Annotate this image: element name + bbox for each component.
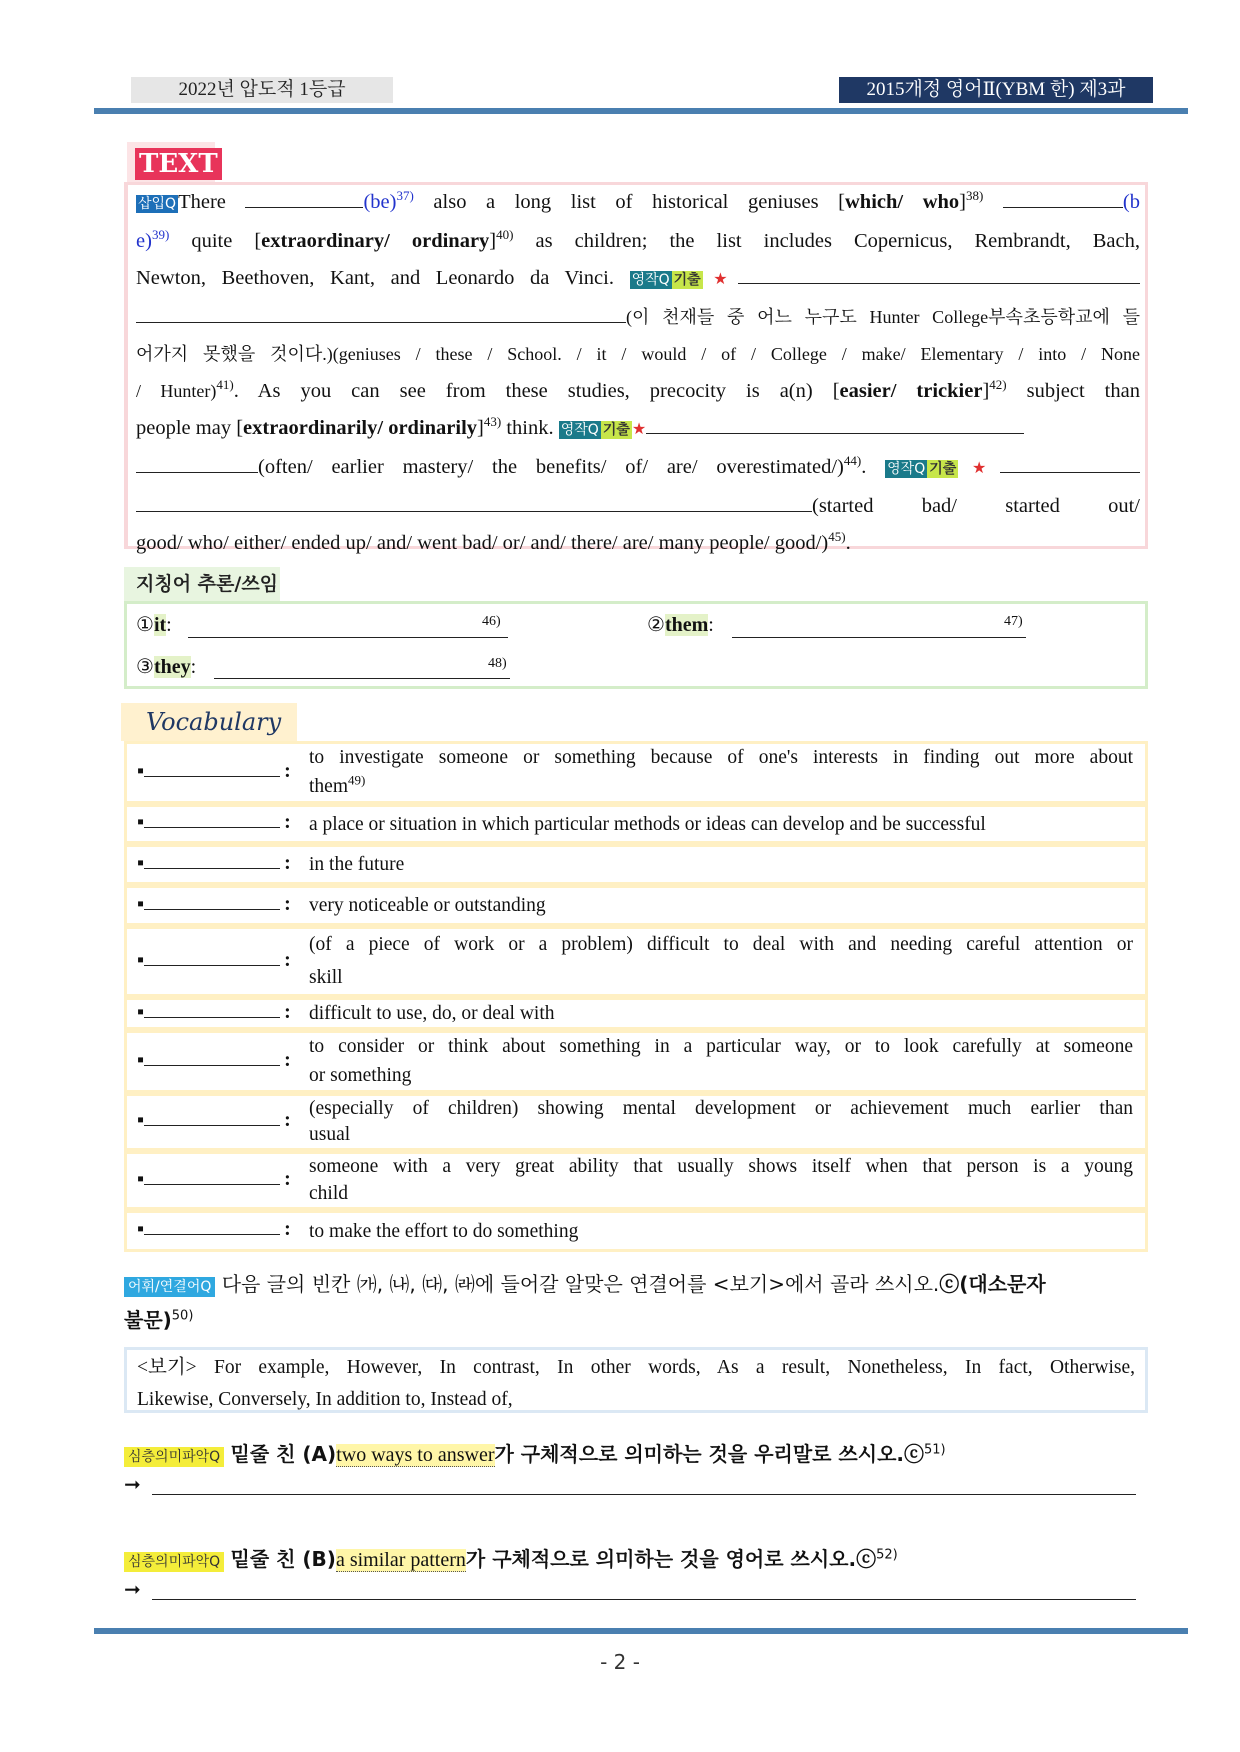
answer-line-51[interactable] [152, 1494, 1136, 1495]
vocab-row [124, 844, 1148, 885]
header-left-title: 2022년 압도적 1등급 [131, 77, 393, 103]
vocab-row [124, 741, 1148, 804]
passage-line-3: Newton, Beethoven, Kant, and Leonardo da Vinci. 영작Q 기출 ★ [136, 260, 1140, 299]
reference-item-they: ③they: [136, 656, 197, 678]
blank-41b[interactable] [136, 304, 626, 323]
vocab-row [124, 804, 1148, 844]
vocab-definition: difficult to use, do, or deal with [309, 1003, 555, 1024]
blank-41a[interactable] [738, 265, 1140, 284]
header-right-title: 2015개정 영어Ⅱ(YBM 한) 제3과 [839, 77, 1153, 103]
bogi-box [124, 1347, 1148, 1413]
blank-44b[interactable] [136, 454, 258, 473]
vocab-definition: (of a piece of work or a problem) difficult to deal with and needing careful attention or skill [309, 934, 1133, 988]
vocab-row [124, 1210, 1148, 1252]
blank-45b[interactable] [136, 493, 812, 512]
vocab-definition: to consider or think about something in a particular way, or to look carefully at someone or something [309, 1036, 1133, 1086]
vocabulary-title: Vocabulary [121, 703, 297, 741]
connector-q-tag: 어휘/연결어Q [124, 1277, 215, 1297]
vocab-term-blank[interactable]: ▪ : [137, 759, 291, 782]
passage-line-4: (이 천재들 중 어느 누구도 Hunter College부속초등학교에 들 [136, 299, 1140, 336]
vocab-definition: very noticeable or outstanding [309, 895, 546, 916]
footer-rule [94, 1628, 1188, 1634]
vocab-term-blank[interactable]: ▪ : [137, 1218, 291, 1240]
question-51: 심층의미파악Q 밑줄 친 (A)two ways to answer가 구체적으로 의미하는 것을 우리말로 쓰시오.ⓒ$^{51)}$ [124, 1438, 1154, 1467]
blank-39[interactable] [1003, 189, 1123, 208]
reference-box [124, 601, 1148, 689]
vocab-definition: a place or situation in which particular methods or ideas can develop and be successful [309, 813, 986, 835]
vocab-term-blank[interactable]: ▪ : [137, 811, 291, 833]
text-badge: TEXT [127, 142, 215, 184]
page-number: - 2 - [600, 1650, 640, 1674]
vocab-definition: in the future [309, 854, 405, 875]
question-50: 어휘/연결어Q 다음 글의 빈칸 ㈎, ㈏, ㈐, ㈑에 들어갈 알맞은 연결어를 <보기>에서 골라 쓰시오.ⓒ(대소문자 불문)$^{50)}$ [124, 1272, 1046, 1332]
deep-meaning-q-tag: 심층의미파악Q [124, 1447, 224, 1467]
bogi-line-2: Likewise, Conversely, In addition to, Instead of, [137, 1389, 513, 1410]
vocab-row [124, 926, 1148, 997]
vocab-row [124, 1093, 1148, 1151]
vocab-row [124, 885, 1148, 926]
reference-num-48: 48) [488, 656, 507, 671]
vocab-definition: to make the effort to do something [309, 1220, 579, 1242]
blank-37[interactable] [245, 189, 363, 208]
vocab-row [124, 1151, 1148, 1210]
reference-blank-them[interactable] [732, 636, 1026, 638]
arrow-icon: ➞ [124, 1474, 141, 1496]
question-52: 심층의미파악Q 밑줄 친 (B)a similar pattern가 구체적으로 의미하는 것을 영어로 쓰시오.ⓒ$^{52)}$ [124, 1543, 1154, 1572]
vocab-term-blank[interactable]: ▪ : [137, 851, 291, 874]
reference-num-47: 47) [1004, 614, 1023, 629]
passage-line-7: people may [extraordinarily/ ordinarily]$^{43)}$ think. 영작Q 기출 ★ [136, 410, 1140, 449]
vocab-term-blank[interactable]: ▪ : [137, 1048, 291, 1071]
vocab-term-blank[interactable]: ▪ : [137, 948, 291, 971]
passage-line-5: 어가지 못했을 것이다.)(geniuses / these / School. / it / would / of / College / make/ Elementary / into / None [136, 344, 1140, 364]
vocab-term-blank[interactable]: ▪ : [137, 1000, 291, 1023]
header-rule [94, 108, 1188, 114]
insert-q-tag: 삽입Q [138, 196, 177, 212]
arrow-icon: ➞ [124, 1579, 141, 1601]
reference-blank-they[interactable] [214, 677, 510, 679]
vocab-term-blank[interactable]: ▪ : [137, 892, 291, 915]
answer-line-52[interactable] [152, 1599, 1136, 1600]
reference-title: 지칭어 추론/쓰임 [124, 567, 280, 601]
passage-line-8: (often/ earlier mastery/ the benefits/ of/ are/ overestimated/)$^{44)}$. 영작Q 기출 ★ [136, 449, 1140, 488]
reference-blank-it[interactable] [188, 636, 508, 638]
blank-45a[interactable] [1000, 454, 1140, 473]
blank-44a[interactable] [646, 415, 1024, 434]
passage-line-2: e)$^{39)}$ quite [extraordinary/ ordinary]$^{40)}$ as children; the list includes Copernicus, Rembrandt, Bach, [136, 227, 1140, 252]
vocab-definition: someone with a very great ability that usually shows itself when that person is a young child [309, 1156, 1133, 1204]
deep-meaning-q-tag: 심층의미파악Q [124, 1552, 224, 1572]
passage-line-6: / Hunter)$^{41)}$. As you can see from these studies, precocity is a(n) [easier/ trickier]$^{42)}$ subject than [136, 377, 1140, 402]
vocab-definition: (especially of children) showing mental development or achievement much earlier than usual [309, 1098, 1133, 1145]
passage-line-1: 삽입QThere (be)$^{37)}$ also a long list of historical geniuses [which/ who]$^{38)}$ (b [138, 188, 1140, 213]
passage [136, 184, 1140, 562]
vocab-term-blank[interactable]: ▪ : [137, 1167, 291, 1190]
vocab-term-blank[interactable]: ▪ : [137, 1109, 291, 1131]
bogi-line-1: <보기> For example, However, In contrast, In other words, As a result, Nonetheless, In fact, Otherwise, [137, 1357, 1135, 1378]
vocab-row [124, 1030, 1148, 1093]
vocab-row [124, 997, 1148, 1030]
reference-item-it: ①it: [136, 614, 172, 636]
passage-line-10: good/ who/ either/ ended up/ and/ went bad/ or/ and/ there/ are/ many people/ good/)$^{45)}$. [136, 529, 851, 554]
reference-num-46: 46) [482, 614, 501, 629]
passage-line-9: (started bad/ started out/ [136, 488, 1140, 525]
reference-item-them: ②them: [647, 614, 714, 636]
vocab-definition: to investigate someone or something because of one's interests in finding out more about them$^{49)}$ [309, 747, 1133, 797]
